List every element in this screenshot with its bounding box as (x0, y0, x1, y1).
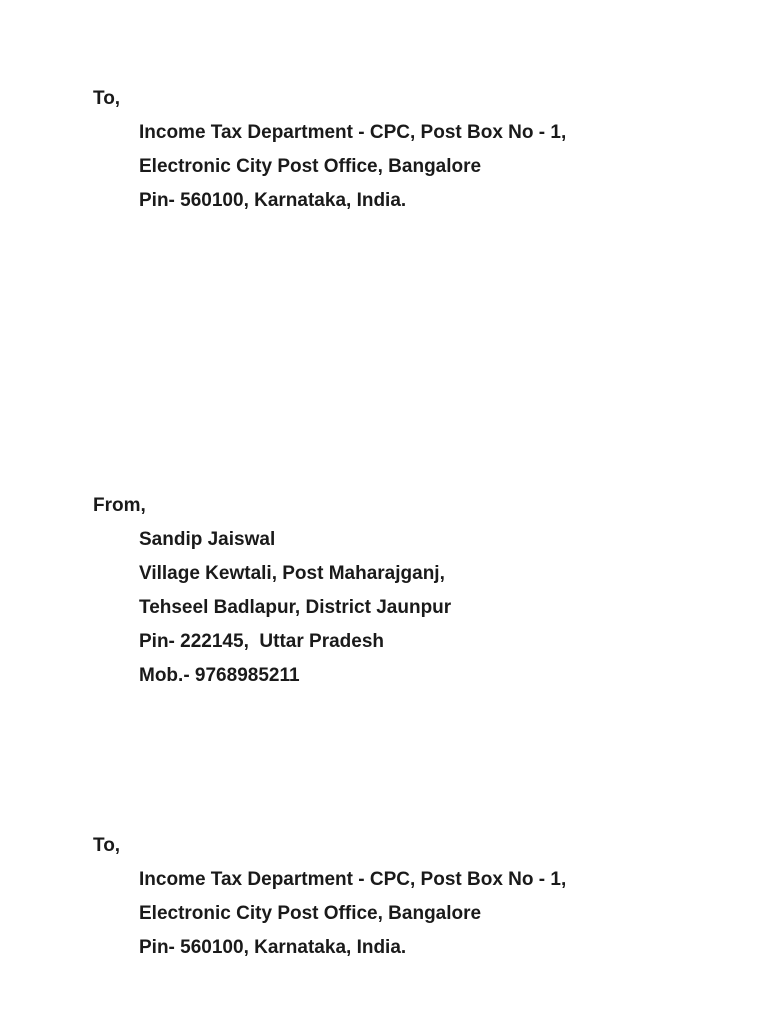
sender-address-line: Pin- 222145, Uttar Pradesh (139, 631, 384, 652)
sender-heading: From, (93, 495, 146, 516)
recipient-address-line: Pin- 560100, Karnataka, India. (139, 937, 407, 958)
recipient-address-block (93, 836, 733, 972)
sender-address-line: Tehseel Badlapur, District Jaunpur (139, 597, 452, 618)
recipient-address-line: Electronic City Post Office, Bangalore (139, 156, 482, 177)
recipient-address-block (93, 89, 733, 225)
recipient-address-line: Income Tax Department - CPC, Post Box No - 1, (139, 869, 567, 890)
sender-address-lines (139, 530, 733, 686)
sender-name: Sandip Jaiswal (139, 529, 276, 550)
recipient-heading: To, (93, 88, 121, 109)
recipient-address-line: Pin- 560100, Karnataka, India. (139, 190, 407, 211)
recipient-address-line: Electronic City Post Office, Bangalore (139, 903, 482, 924)
recipient-address-lines (139, 870, 733, 958)
recipient-address-line: Income Tax Department - CPC, Post Box No - 1, (139, 122, 567, 143)
sender-address-block (93, 496, 733, 700)
sender-address-line: Village Kewtali, Post Maharajganj, (139, 563, 445, 584)
sender-mobile: Mob.- 9768985211 (139, 665, 300, 686)
recipient-address-lines (139, 123, 733, 211)
recipient-heading: To, (93, 835, 121, 856)
